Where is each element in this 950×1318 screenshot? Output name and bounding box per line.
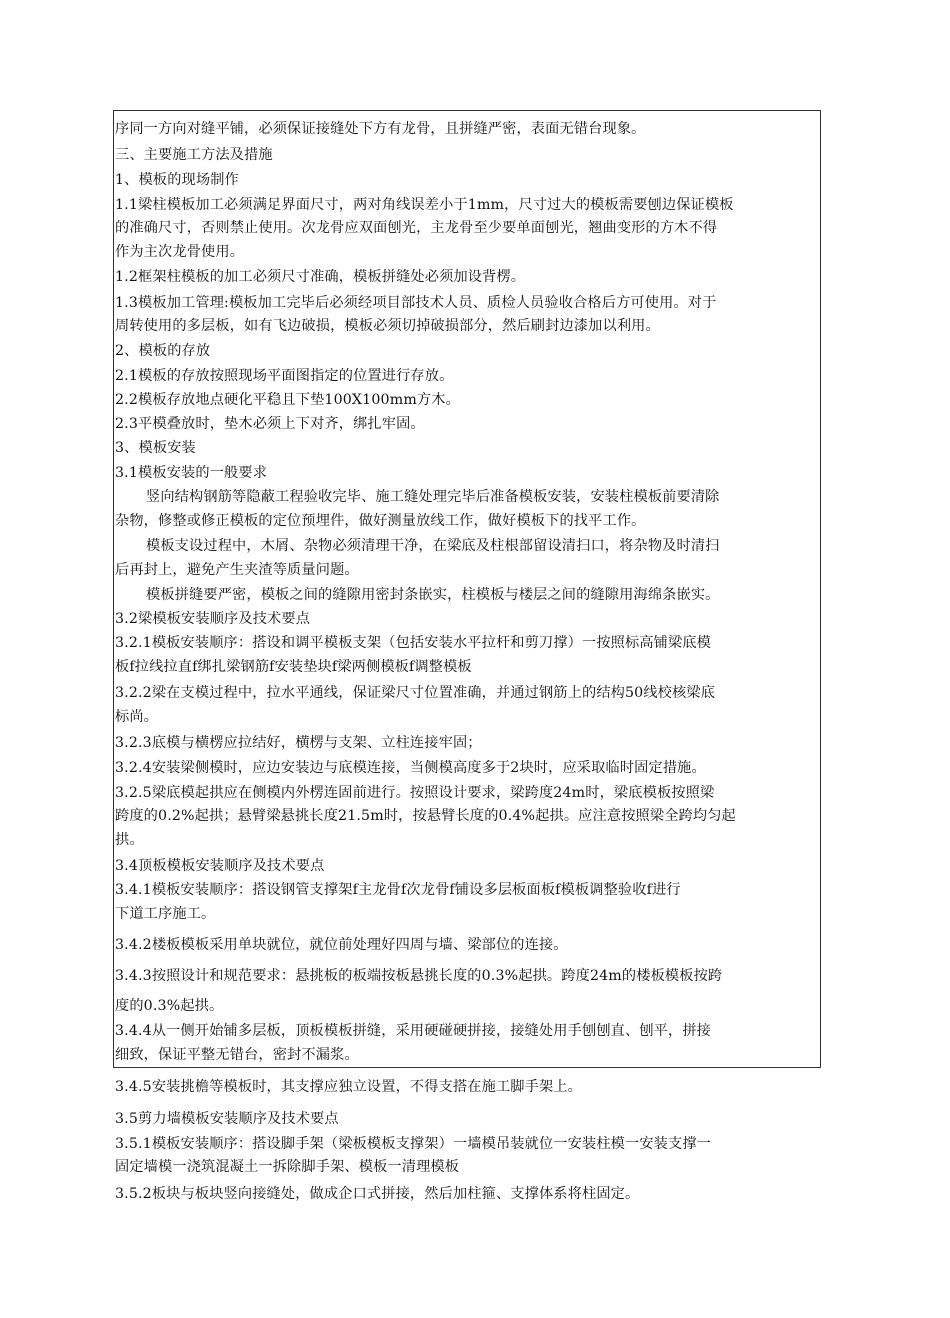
text-line: 拱。	[115, 832, 144, 848]
text-line: 3.4顶板模板安装顺序及技术要点	[115, 858, 325, 874]
text-line: 度的0.3%起拱。	[115, 998, 224, 1014]
text-line: 的准确尺寸，否则禁止使用。次龙骨应双面刨光，主龙骨至少要单面刨光，翘曲变形的方木不得	[115, 220, 718, 236]
text-line: 2.3平模叠放时，垫木必须上下对齐，绑扎牢固。	[115, 416, 425, 432]
subsection-heading: 2、模板的存放	[115, 343, 211, 359]
text-line: 3.5.2板块与板块竖向接缝处，做成企口式拼接，然后加柱箍、支撑体系将柱固定。	[115, 1186, 640, 1202]
text-line: 1.2框架柱模板的加工必须尺寸准确，模板拼缝处必须加设背楞。	[115, 269, 526, 285]
text-line: 模板拼缝要严密，模板之间的缝隙用密封条嵌实，柱模板与楼层之间的缝隙用海绵条嵌实。	[146, 587, 720, 603]
text-line: 3.2.5梁底模起拱应在侧模内外楞连固前进行。按照设计要求，梁跨度24m时，梁底模板按照梁	[115, 785, 715, 801]
text-line: 3.4.3按照设计和规范要求：悬挑板的板端按板悬挑长度的0.3%起拱。跨度24m的楼板模板按跨	[115, 968, 723, 984]
text-line: 3.4.5安装挑檐等模板时，其支撑应独立设置，不得支搭在施工脚手架上。	[115, 1079, 582, 1095]
text-line: 1.1梁柱模板加工必须满足界面尺寸，两对角线误差小于1mm，尺寸过大的模板需要刨边保证模板	[115, 197, 734, 213]
text-line: 1.3模板加工管理:模板加工完毕后必须经项目部技术人员、质检人员验收合格后方可使用。对于	[115, 295, 717, 311]
text-line: 下道工序施工。	[115, 906, 216, 922]
text-line: 周转使用的多层板，如有飞边破损，模板必须切掉破损部分，然后刷封边漆加以利用。	[115, 318, 660, 334]
text-line: 3.1模板安装的一般要求	[115, 465, 268, 481]
text-line: 模板支设过程中，木屑、杂物必须清理干净，在梁底及柱根部留设清扫口，将杂物及时清扫	[146, 538, 720, 554]
text-line: 3.2.3底模与横楞应拉结好，横楞与支架、立柱连接牢固；	[115, 735, 482, 751]
text-line: 3.2梁模板安装顺序及技术要点	[115, 611, 311, 627]
text-line: 3.5剪力墙模板安装顺序及技术要点	[115, 1111, 339, 1127]
text-line: 3.2.1模板安装顺序：搭设和调平模板支架（包括安装水平拉杆和剪刀撑）一按照标高铺梁底模	[115, 635, 712, 651]
text-line: 板f拉线拉直f绑扎梁钢筋f安装垫块f梁两侧模板f调整模板	[115, 659, 472, 675]
text-line: 3.4.1模板安装顺序：搭设钢管支撑架f主龙骨f次龙骨f铺设多层板面板f模板调整验收f进行	[115, 882, 681, 898]
text-line: 3.4.2楼板模板采用单块就位，就位前处理好四周与墙、梁部位的连接。	[115, 937, 568, 953]
text-line: 杂物，修整或修正模板的定位预埋件，做好测量放线工作，做好模板下的找平工作。	[115, 513, 646, 529]
text-line: 序同一方向对缝平铺，必须保证接缝处下方有龙骨，且拼缝严密，表面无错台现象。	[115, 121, 646, 137]
text-line: 2.1模板的存放按照现场平面图指定的位置进行存放。	[115, 368, 454, 384]
text-line: 固定墙模一浇筑混凝土一拆除脚手架、模板一清理模板	[115, 1159, 460, 1175]
text-line: 2.2模板存放地点硬化平稳且下垫100X100mm方木。	[115, 392, 460, 408]
text-line: 跨度的0.2%起拱；悬臂梁悬挑长度21.5m时，按悬臂长度的0.4%起拱。应注意按照梁全跨均匀起	[115, 808, 736, 824]
text-line: 3.5.1模板安装顺序：搭设脚手架（梁板模板支撑架）一墙模吊装就位一安装柱模一安装支撑一	[115, 1136, 712, 1152]
text-line: 3.2.4安装梁侧模时，应边安装边与底模连接，当侧模高度多于2块时，应采取临时固定措施。	[115, 760, 706, 776]
text-line: 作为主次龙骨使用。	[115, 244, 245, 260]
text-line: 细致，保证平整无错台，密封不漏浆。	[115, 1047, 359, 1063]
text-line: 3.2.2梁在支模过程中，拉水平通线，保证梁尺寸位置准确，并通过钢筋上的结构50线校核梁底	[115, 685, 716, 701]
subsection-heading: 1、模板的现场制作	[115, 172, 239, 188]
text-line: 竖向结构钢筋等隐蔽工程验收完毕、施工缝处理完毕后准备模板安装，安装柱模板前要清除	[146, 489, 720, 505]
text-line: 标尚。	[115, 709, 159, 725]
text-line: 3.4.4从一侧开始铺多层板，顶板模板拼缝，采用硬碰硬拼接，接缝处用手刨刨直、刨平，拼接	[115, 1023, 712, 1039]
text-line: 后再封上，避免产生夹渣等质量问题。	[115, 562, 359, 578]
section-heading: 三、主要施工方法及措施	[115, 147, 273, 163]
subsection-heading: 3、模板安装	[115, 440, 196, 456]
